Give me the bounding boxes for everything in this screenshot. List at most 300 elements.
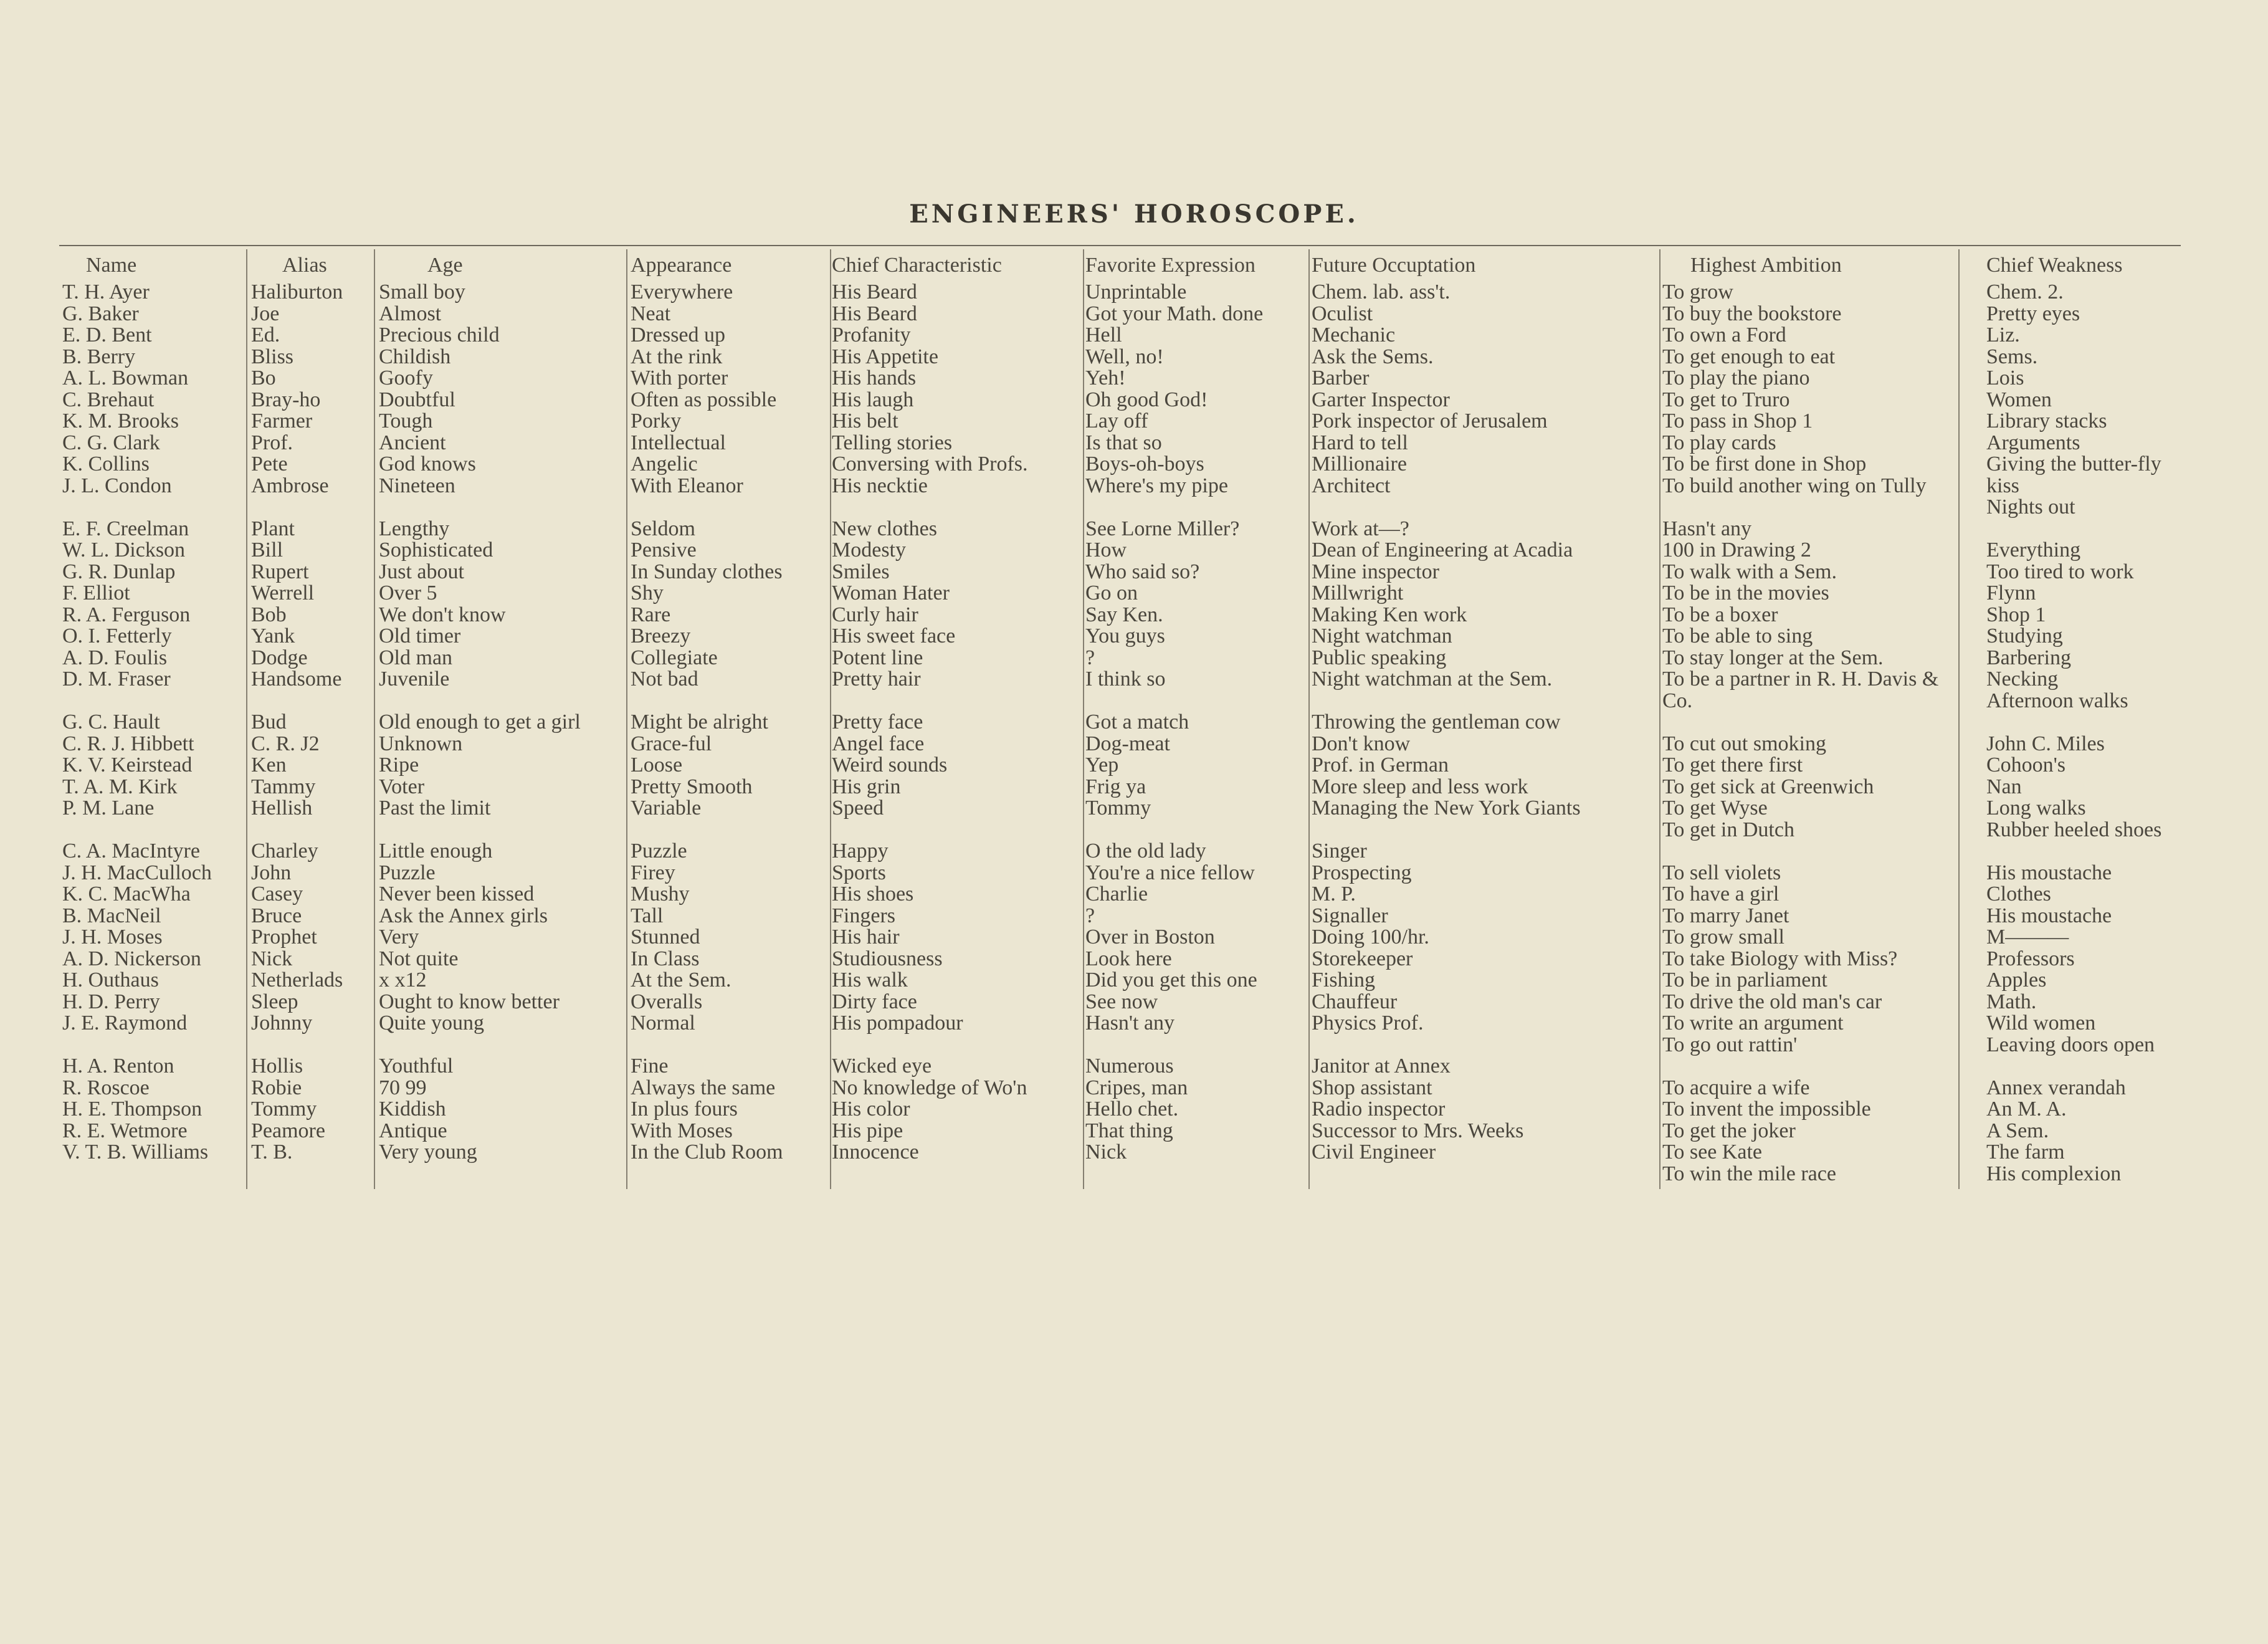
cell-alias: Werrell <box>251 581 315 605</box>
row-group <box>379 841 625 1035</box>
column-divider <box>1308 249 1310 1189</box>
cell-appearance: Shy <box>631 581 664 605</box>
cell-ambition: To get Wyse <box>1662 796 1768 820</box>
cell-appearance: In the Club Room <box>631 1140 783 1164</box>
cell-ambition: To be in the movies <box>1662 581 1829 605</box>
row-group <box>62 1056 248 1164</box>
cell-weakness: Too tired to work <box>1986 560 2134 583</box>
cell-weakness: Shop 1 <box>1986 603 2046 626</box>
cell-age: Past the limit <box>379 796 491 820</box>
cell-occupation: Throwing the gentleman cow <box>1312 710 1561 734</box>
cell-appearance: Normal <box>631 1011 695 1035</box>
column-expression <box>1085 249 1307 1185</box>
column-name <box>62 249 248 1185</box>
cell-expression: That thing <box>1085 1119 1173 1142</box>
cell-alias: Sleep <box>251 990 298 1013</box>
cell-characteristic: Wicked eye <box>832 1054 932 1078</box>
cell-occupation: Chauffeur <box>1312 990 1398 1013</box>
column-ambition <box>1662 249 1954 1207</box>
column-header-occupation: Future Occuptation <box>1312 254 1476 277</box>
cell-appearance: Tall <box>631 904 664 927</box>
cell-characteristic: Modesty <box>832 538 906 562</box>
page-title: ENGINEERS' HOROSCOPE. <box>909 199 1359 229</box>
row-group <box>631 712 829 820</box>
cell-expression: Well, no! <box>1085 345 1164 368</box>
cell-weakness: An M. A. <box>1986 1097 2067 1121</box>
cell-ambition: To grow small <box>1662 925 1784 949</box>
row-group <box>1312 712 1654 820</box>
cell-appearance: Overalls <box>631 990 703 1013</box>
cell-appearance: Loose <box>631 753 683 777</box>
row-group <box>62 282 248 497</box>
row-group <box>1085 519 1307 691</box>
cell-appearance: Variable <box>631 796 702 820</box>
row-group <box>379 519 625 691</box>
cell-ambition: To be a boxer <box>1662 603 1778 626</box>
cell-name: J. E. Raymond <box>62 1011 188 1035</box>
cell-expression: Dog-meat <box>1085 732 1170 755</box>
cell-appearance: Puzzle <box>631 839 687 863</box>
cell-expression: Oh good God! <box>1085 388 1208 411</box>
column-header-ambition: Highest Ambition <box>1690 254 1842 277</box>
cell-appearance: Pretty Smooth <box>631 775 753 798</box>
cell-weakness: Chem. 2. <box>1986 280 2064 303</box>
cell-ambition: To get to Truro <box>1662 388 1790 411</box>
cell-name: G. R. Dunlap <box>62 560 176 583</box>
row-group <box>251 712 373 820</box>
cell-weakness: Apples <box>1986 968 2047 992</box>
cell-characteristic: Curly hair <box>832 603 918 626</box>
cell-age: Very <box>379 925 419 949</box>
cell-characteristic: His hair <box>832 925 900 949</box>
row-group <box>1662 1078 1954 1185</box>
cell-ambition: To get in Dutch <box>1662 818 1794 841</box>
cell-occupation: Fishing <box>1312 968 1376 992</box>
column-divider <box>1659 249 1660 1189</box>
cell-appearance: With porter <box>631 366 728 389</box>
cell-name: K. M. Brooks <box>62 409 179 433</box>
cell-characteristic: Innocence <box>832 1140 919 1164</box>
cell-expression: Got a match <box>1085 710 1189 734</box>
cell-name: A. D. Foulis <box>62 646 168 669</box>
row-group <box>631 1056 829 1164</box>
cell-name: H. A. Renton <box>62 1054 174 1078</box>
cell-weakness: Wild women <box>1986 1011 2096 1035</box>
cell-appearance: Porky <box>631 409 682 433</box>
column-age <box>379 249 625 1185</box>
column-divider <box>374 249 375 1189</box>
cell-expression: Tommy <box>1085 796 1151 820</box>
row-group <box>1085 841 1307 1035</box>
cell-ambition: 100 in Drawing 2 <box>1662 538 1811 562</box>
cell-age: Doubtful <box>379 388 455 411</box>
cell-weakness: The farm <box>1986 1140 2065 1164</box>
cell-alias: Tommy <box>251 1097 317 1121</box>
cell-ambition: To be a partner in R. H. Davis & Co. <box>1662 667 1939 712</box>
cell-characteristic: Woman Hater <box>832 581 950 605</box>
cell-appearance: Breezy <box>631 624 691 648</box>
row-group <box>379 1056 625 1164</box>
cell-alias: Nick <box>251 947 293 970</box>
cell-appearance: Intellectual <box>631 431 726 454</box>
cell-name: R. E. Wetmore <box>62 1119 188 1142</box>
cell-appearance: Neat <box>631 302 671 325</box>
cell-age: Over 5 <box>379 581 437 605</box>
cell-occupation: Physics Prof. <box>1312 1011 1424 1035</box>
cell-weakness: Library stacks <box>1986 409 2107 433</box>
cell-occupation: Prospecting <box>1312 861 1412 884</box>
cell-ambition: To have a girl <box>1662 882 1780 906</box>
cell-occupation: Ask the Sems. <box>1312 345 1434 368</box>
cell-alias: Rupert <box>251 560 309 583</box>
cell-alias: Yank <box>251 624 295 648</box>
cell-name: E. D. Bent <box>62 323 152 346</box>
cell-age: Juvenile <box>379 667 450 691</box>
cell-occupation: Shop assistant <box>1312 1076 1432 1099</box>
column-header-alias: Alias <box>282 254 327 277</box>
cell-characteristic: New clothes <box>832 517 938 540</box>
row-group <box>62 712 248 820</box>
cell-age: Little enough <box>379 839 493 863</box>
cell-age: Kiddish <box>379 1097 446 1121</box>
cell-age: Old enough to get a girl <box>379 710 581 734</box>
row-group <box>1662 863 1954 1056</box>
row-group <box>1312 1056 1654 1164</box>
cell-age: Old timer <box>379 624 461 648</box>
cell-occupation: Making Ken work <box>1312 603 1467 626</box>
row-group <box>379 282 625 497</box>
cell-name: W. L. Dickson <box>62 538 186 562</box>
cell-characteristic: His sweet face <box>832 624 956 648</box>
cell-age: Childish <box>379 345 451 368</box>
cell-alias: Farmer <box>251 409 313 433</box>
cell-characteristic: His walk <box>832 968 908 992</box>
cell-name: C. G. Clark <box>62 431 160 454</box>
cell-expression: Boys-oh-boys <box>1085 452 1204 476</box>
cell-appearance: Firey <box>631 861 675 884</box>
column-header-weakness: Chief Weakness <box>1986 254 2123 277</box>
cell-ambition: To buy the bookstore <box>1662 302 1842 325</box>
cell-name: V. T. B. Williams <box>62 1140 209 1164</box>
cell-age: Antique <box>379 1119 447 1142</box>
cell-characteristic: Profanity <box>832 323 911 346</box>
cell-weakness: Liz. <box>1986 323 2020 346</box>
cell-characteristic: Potent line <box>832 646 923 669</box>
row-group <box>832 712 1081 820</box>
cell-age: God knows <box>379 452 476 476</box>
cell-occupation: More sleep and less work <box>1312 775 1528 798</box>
cell-weakness: His moustache <box>1986 861 2112 884</box>
cell-characteristic: Fingers <box>832 904 895 927</box>
cell-ambition: To invent the impossible <box>1662 1097 1871 1121</box>
cell-alias: Pete <box>251 452 288 476</box>
cell-weakness: Long walks <box>1986 796 2086 820</box>
row-group <box>1662 282 1954 497</box>
row-group <box>1085 282 1307 497</box>
cell-age: Unknown <box>379 732 463 755</box>
cell-expression: Say Ken. <box>1085 603 1163 626</box>
cell-occupation: Hard to tell <box>1312 431 1408 454</box>
cell-appearance: In Class <box>631 947 700 970</box>
cell-appearance: Everywhere <box>631 280 733 303</box>
cell-ambition: To play the piano <box>1662 366 1810 389</box>
cell-expression: Hello chet. <box>1085 1097 1179 1121</box>
cell-name: D. M. Fraser <box>62 667 171 691</box>
row-group <box>1986 734 2189 841</box>
cell-ambition: To get there first <box>1662 753 1803 777</box>
cell-name: B. Berry <box>62 345 136 368</box>
cell-weakness: Math. <box>1986 990 2037 1013</box>
cell-age: Ripe <box>379 753 419 777</box>
cell-expression: Nick <box>1085 1140 1127 1164</box>
cell-expression: Numerous <box>1085 1054 1174 1078</box>
cell-weakness: Flynn <box>1986 581 2036 605</box>
row-group <box>832 282 1081 497</box>
cell-ambition: To grow <box>1662 280 1733 303</box>
cell-characteristic: Weird sounds <box>832 753 948 777</box>
cell-name: K. Collins <box>62 452 150 476</box>
cell-age: Youthful <box>379 1054 454 1078</box>
cell-expression: You guys <box>1085 624 1165 648</box>
cell-ambition: To get sick at Greenwich <box>1662 775 1874 798</box>
cell-characteristic: Angel face <box>832 732 925 755</box>
cell-alias: Johnny <box>251 1011 313 1035</box>
cell-alias: Peamore <box>251 1119 325 1142</box>
cell-age: Old man <box>379 646 453 669</box>
cell-weakness: Barbering <box>1986 646 2071 669</box>
cell-name: F. Elliot <box>62 581 130 605</box>
column-divider <box>830 249 831 1189</box>
cell-alias: C. R. J2 <box>251 732 320 755</box>
cell-alias: Joe <box>251 302 280 325</box>
row-group <box>832 841 1081 1035</box>
cell-occupation: Managing the New York Giants <box>1312 796 1581 820</box>
cell-occupation: Millionaire <box>1312 452 1407 476</box>
cell-name: R. Roscoe <box>62 1076 150 1099</box>
cell-occupation: Janitor at Annex <box>1312 1054 1451 1078</box>
cell-name: R. A. Ferguson <box>62 603 191 626</box>
cell-alias: Bruce <box>251 904 302 927</box>
cell-expression: Cripes, man <box>1085 1076 1188 1099</box>
cell-expression: O the old lady <box>1085 839 1206 863</box>
cell-expression: I think so <box>1085 667 1166 691</box>
cell-occupation: Mechanic <box>1312 323 1396 346</box>
row-group <box>1085 712 1307 820</box>
cell-weakness: Leaving doors open <box>1986 1033 2155 1056</box>
cell-occupation: Work at—? <box>1312 517 1409 540</box>
cell-appearance: Collegiate <box>631 646 718 669</box>
cell-name: H. D. Perry <box>62 990 160 1013</box>
cell-ambition: To play cards <box>1662 431 1776 454</box>
cell-appearance: Might be alright <box>631 710 768 734</box>
cell-ambition: To get enough to eat <box>1662 345 1836 368</box>
cell-weakness: Necking <box>1986 667 2059 691</box>
row-group <box>1986 282 2189 519</box>
cell-occupation: Mine inspector <box>1312 560 1439 583</box>
cell-age: 70 99 <box>379 1076 427 1099</box>
cell-characteristic: Speed <box>832 796 884 820</box>
cell-name: J. L. Condon <box>62 474 172 497</box>
cell-alias: John <box>251 861 292 884</box>
cell-weakness: Annex verandah <box>1986 1076 2126 1099</box>
row-group <box>832 1056 1081 1164</box>
cell-appearance: Often as possible <box>631 388 777 411</box>
cell-occupation: Garter Inspector <box>1312 388 1450 411</box>
cell-expression: Lay off <box>1085 409 1148 433</box>
cell-appearance: Pensive <box>631 538 697 562</box>
cell-name: O. I. Fetterly <box>62 624 172 648</box>
row-group <box>251 1056 373 1164</box>
cell-occupation: Civil Engineer <box>1312 1140 1436 1164</box>
cell-appearance: Fine <box>631 1054 669 1078</box>
cell-ambition: To win the mile race <box>1662 1162 1836 1185</box>
cell-name: H. E. Thompson <box>62 1097 202 1121</box>
cell-age: Just about <box>379 560 464 583</box>
cell-weakness: Studying <box>1986 624 2063 648</box>
cell-alias: Ken <box>251 753 287 777</box>
row-group <box>631 282 829 497</box>
cell-age: Puzzle <box>379 861 436 884</box>
cell-characteristic: Studiousness <box>832 947 943 970</box>
column-alias <box>251 249 373 1185</box>
cell-occupation: Dean of Engineering at Acadia <box>1312 538 1573 562</box>
cell-alias: Bo <box>251 366 276 389</box>
cell-weakness: A Sem. <box>1986 1119 2049 1142</box>
cell-name: C. Brehaut <box>62 388 155 411</box>
cell-alias: Plant <box>251 517 295 540</box>
cell-characteristic: No knowledge of Wo'n <box>832 1076 1027 1099</box>
cell-expression: Unprintable <box>1085 280 1187 303</box>
cell-weakness: His complexion <box>1986 1162 2122 1185</box>
cell-ambition: To cut out smoking <box>1662 732 1827 755</box>
row-group <box>1986 1078 2189 1185</box>
cell-expression: ? <box>1085 646 1095 669</box>
cell-age: Ought to know better <box>379 990 560 1013</box>
column-header-characteristic: Chief Characteristic <box>832 254 1002 277</box>
column-header-age: Age <box>427 254 463 277</box>
cell-characteristic: His laugh <box>832 388 914 411</box>
cell-age: Small boy <box>379 280 465 303</box>
cell-characteristic: His color <box>832 1097 910 1121</box>
cell-name: J. H. MacCulloch <box>62 861 212 884</box>
cell-age: Tough <box>379 409 433 433</box>
cell-ambition: To see Kate <box>1662 1140 1762 1164</box>
cell-age: Precious child <box>379 323 500 346</box>
cell-ambition: To be in parliament <box>1662 968 1827 992</box>
cell-weakness: M——— <box>1986 925 2069 949</box>
cell-age: Almost <box>379 302 442 325</box>
column-characteristic <box>832 249 1081 1185</box>
column-header-name: Name <box>86 254 137 277</box>
cell-alias: Bliss <box>251 345 294 368</box>
cell-weakness: John C. Miles <box>1986 732 2105 755</box>
cell-alias: Bud <box>251 710 287 734</box>
row-group <box>832 519 1081 691</box>
cell-occupation: Barber <box>1312 366 1370 389</box>
cell-alias: Bob <box>251 603 287 626</box>
column-divider <box>1958 249 1960 1189</box>
cell-ambition: To sell violets <box>1662 861 1781 884</box>
cell-expression: Over in Boston <box>1085 925 1215 949</box>
row-group <box>62 519 248 691</box>
row-group <box>631 519 829 691</box>
cell-expression: Look here <box>1085 947 1172 970</box>
cell-age: Ask the Annex girls <box>379 904 548 927</box>
cell-ambition: To stay longer at the Sem. <box>1662 646 1884 669</box>
cell-name: G. C. Hault <box>62 710 160 734</box>
cell-name: G. Baker <box>62 302 139 325</box>
row-group <box>379 712 625 820</box>
cell-alias: Charley <box>251 839 318 863</box>
cell-ambition: To build another wing on Tully <box>1662 474 1927 497</box>
cell-appearance: Rare <box>631 603 671 626</box>
cell-expression: Go on <box>1085 581 1138 605</box>
cell-expression: Yeh! <box>1085 366 1126 389</box>
cell-weakness: His moustache <box>1986 904 2112 927</box>
cell-age: Very young <box>379 1140 477 1164</box>
cell-alias: Handsome <box>251 667 342 691</box>
cell-alias: Tammy <box>251 775 316 798</box>
cell-characteristic: Happy <box>832 839 889 863</box>
cell-weakness: Professors <box>1986 947 2075 970</box>
cell-appearance: Angelic <box>631 452 698 476</box>
cell-name: T. H. Ayer <box>62 280 150 303</box>
cell-ambition: To go out rattin' <box>1662 1033 1798 1056</box>
cell-alias: Ed. <box>251 323 280 346</box>
cell-alias: Ambrose <box>251 474 329 497</box>
cell-expression: Did you get this one <box>1085 968 1257 992</box>
cell-ambition: To acquire a wife <box>1662 1076 1810 1099</box>
cell-alias: Prophet <box>251 925 317 949</box>
cell-occupation: Chem. lab. ass't. <box>1312 280 1451 303</box>
cell-appearance: With Eleanor <box>631 474 743 497</box>
column-header-appearance: Appearance <box>631 254 732 277</box>
cell-name: K. C. MacWha <box>62 882 191 906</box>
cell-occupation: Radio inspector <box>1312 1097 1446 1121</box>
cell-appearance: Stunned <box>631 925 700 949</box>
cell-characteristic: His belt <box>832 409 898 433</box>
cell-appearance: Dressed up <box>631 323 726 346</box>
cell-appearance: Always the same <box>631 1076 776 1099</box>
cell-occupation: Night watchman at the Sem. <box>1312 667 1553 691</box>
row-group <box>251 519 373 691</box>
column-header-expression: Favorite Expression <box>1085 254 1256 277</box>
cell-expression: Where's my pipe <box>1085 474 1228 497</box>
row-group <box>251 282 373 497</box>
cell-ambition: Hasn't any <box>1662 517 1752 540</box>
cell-weakness: Giving the butter-fly kiss <box>1986 452 2161 497</box>
cell-characteristic: His hands <box>832 366 917 389</box>
cell-ambition: To get the joker <box>1662 1119 1796 1142</box>
cell-age: We don't know <box>379 603 506 626</box>
cell-occupation: Pork inspector of Jerusalem <box>1312 409 1548 433</box>
row-group <box>1662 519 1954 712</box>
cell-name: C. A. MacIntyre <box>62 839 200 863</box>
row-group <box>1986 540 2189 712</box>
cell-name: E. F. Creelman <box>62 517 189 540</box>
cell-alias: Bill <box>251 538 284 562</box>
cell-occupation: Public speaking <box>1312 646 1447 669</box>
cell-appearance: Mushy <box>631 882 690 906</box>
cell-expression: ? <box>1085 904 1095 927</box>
cell-occupation: Oculist <box>1312 302 1373 325</box>
cell-appearance: Grace-ful <box>631 732 712 755</box>
cell-age: Never been kissed <box>379 882 535 906</box>
cell-age: Sophisticated <box>379 538 493 562</box>
cell-weakness: Nights out <box>1986 495 2075 519</box>
cell-expression: How <box>1085 538 1127 562</box>
row-group <box>1312 282 1654 497</box>
